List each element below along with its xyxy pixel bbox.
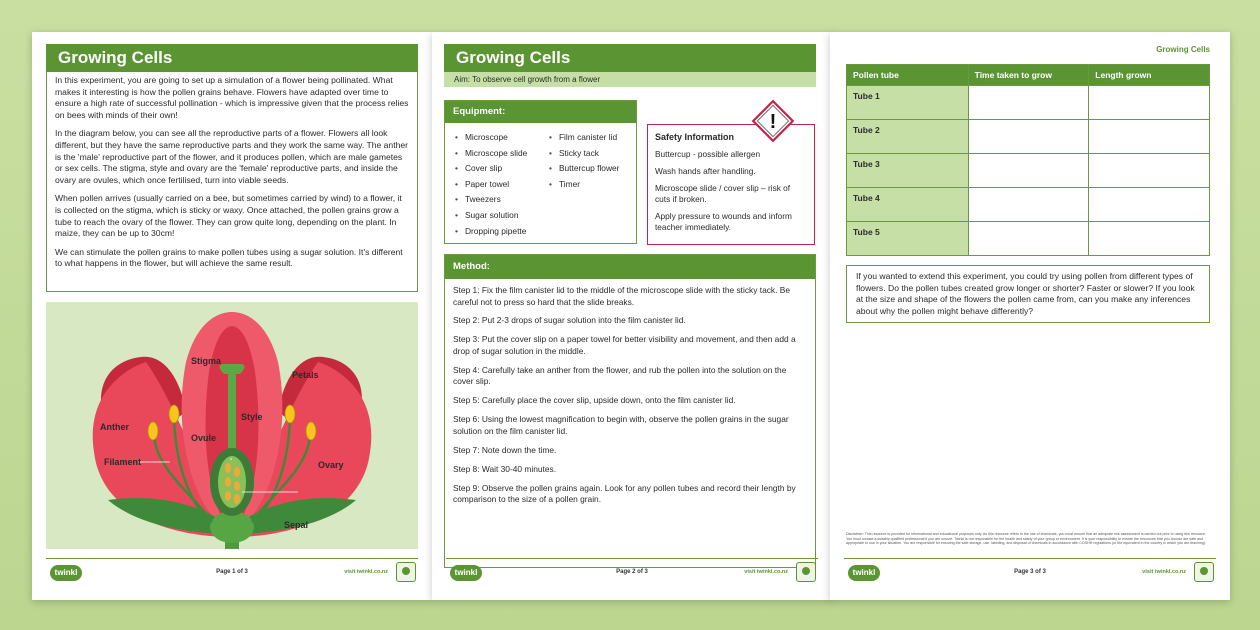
twinkl-logo: twinkl	[848, 565, 880, 581]
page-title: Growing Cells	[444, 44, 816, 72]
equipment-item: • Tweezers	[455, 192, 549, 208]
page-number: Page 1 of 3	[216, 569, 248, 575]
equipment-item: • Dropping pipette	[455, 224, 549, 240]
table-header: Pollen tube	[847, 65, 969, 86]
page-number: Page 2 of 3	[616, 569, 648, 575]
table-row	[847, 188, 1210, 222]
row-label: Tube 1	[847, 86, 969, 120]
time-cell[interactable]	[968, 188, 1089, 222]
row-label: Tube 3	[847, 154, 969, 188]
disclaimer-text: Disclaimer: This resource is provided for informational and educational purposes only. As this resource refers to the use of chemicals, you must ensure that an adequate risk assessment is carried out prior to using this resource. You must contact a suitably qualified professional if you are unsure. Twinkl is not responsible for the health and safety of your group or environment. It is your responsibility to ensure the resources that you choose are safe and appropriate to use in your situation. You are responsible for ensuring the safe storage, use, labelling, and disposal of chemicals in accordance with COSHH regulations (or the equivalent in the country in which you are teaching).	[846, 532, 1206, 546]
table-header: Length grown	[1089, 65, 1210, 86]
length-cell[interactable]	[1089, 188, 1210, 222]
time-cell[interactable]	[968, 222, 1089, 256]
table-row	[847, 222, 1210, 256]
visit-link[interactable]: visit twinkl.co.nz	[344, 569, 388, 575]
twinkl-logo: twinkl	[450, 565, 482, 581]
method-step: Step 4: Carefully take an anther from the flower, and rub the pollen into the solution on the cover slip.	[453, 364, 787, 387]
visit-link[interactable]: visit twinkl.co.nz	[744, 569, 788, 575]
method-step: Step 7: Note down the time.	[453, 444, 557, 455]
equipment-item: • Microscope slide	[455, 146, 549, 162]
method-step: Step 6: Using the lowest magnification to begin with, observe the pollen grains in the sugar solution on the film canister lid.	[453, 414, 789, 436]
label-petals: Petals	[292, 370, 319, 380]
twinkl-logo: twinkl	[50, 565, 82, 581]
extension-box: If you wanted to extend this experiment, you could try using pollen from different types of flowers. Do the pollen tubes created grow longer or shorter? Faster or slower? If you look at the size and shape of the flowers the pollen came from, can you make any inferences about why the pollen might behave differently?	[846, 265, 1210, 323]
method-step: Step 2: Put 2-3 drops of sugar solution into the film canister lid.	[453, 315, 686, 326]
intro-paragraph: We can stimulate the pollen grains to make pollen tubes using a sugar solution. It's different to what happens in the flower, but will achieve the same result.	[55, 246, 403, 269]
time-cell[interactable]	[968, 86, 1089, 120]
page-footer	[844, 558, 1216, 584]
intro-paragraph: In this experiment, you are going to set up a simulation of a flower being pollinated. What makes it interesting is how the pollen grains behave. Flowers have adapted over time to ensure a high rate of successful pollination - which is impressive given that the process relies on bees with minds of their own!	[55, 75, 409, 120]
label-ovary: Ovary	[318, 460, 344, 470]
method-step: Step 9: Observe the pollen grains again. Look for any pollen tubes and record their length by comparison to the size of a pollen grain.	[453, 482, 796, 505]
equipment-list-2	[549, 130, 619, 239]
length-cell[interactable]	[1089, 86, 1210, 120]
equipment-item: • Microscope	[455, 130, 549, 146]
safety-title: Safety Information	[655, 132, 735, 142]
equipment-list-1	[455, 130, 549, 239]
label-sepal: Sepal	[284, 520, 309, 530]
quality-badge-icon	[396, 562, 416, 582]
row-label: Tube 5	[847, 222, 969, 256]
worksheet-page-3	[830, 32, 1230, 600]
equipment-item: • Buttercup flower	[549, 161, 619, 177]
equipment-item: • Sugar solution	[455, 208, 549, 224]
equipment-item: • Cover slip	[455, 161, 549, 177]
equipment-box	[444, 100, 637, 244]
length-cell[interactable]	[1089, 154, 1210, 188]
method-step: Step 8: Wait 30-40 minutes.	[453, 463, 557, 474]
page-title: Growing Cells	[46, 44, 418, 72]
label-ovule: Ovule	[191, 433, 217, 443]
row-label: Tube 4	[847, 188, 969, 222]
method-step: Step 3: Put the cover slip on a paper towel for better visibility and movement, and then add a drop of sugar solution in the middle.	[453, 334, 796, 356]
svg-text:!: !	[769, 111, 777, 133]
method-heading: Method:	[445, 255, 815, 279]
label-anther: Anther	[100, 422, 129, 432]
label-filament: Filament	[104, 457, 142, 467]
quality-badge-icon	[796, 562, 816, 582]
label-stigma: Stigma	[191, 356, 222, 366]
corner-title: Growing Cells	[1156, 45, 1210, 54]
safety-item: Microscope slide / cover slip – risk of cuts if broken.	[655, 183, 791, 204]
time-cell[interactable]	[968, 154, 1089, 188]
row-label: Tube 2	[847, 120, 969, 154]
length-cell[interactable]	[1089, 120, 1210, 154]
page-footer	[46, 558, 418, 584]
label-style: Style	[241, 412, 263, 422]
method-step: Step 5: Carefully place the cover slip, upside down, onto the film canister lid.	[453, 395, 736, 406]
method-step: Step 1: Fix the film canister lid to the middle of the microscope slide with the sticky tack. Be careful not to press so hard that the slide breaks.	[453, 285, 791, 307]
table-header: Time taken to grow	[968, 65, 1089, 86]
equipment-heading: Equipment:	[445, 101, 636, 123]
aim-bar: Aim: To observe cell growth from a flower	[444, 72, 816, 87]
page-footer	[446, 558, 818, 584]
hazard-warning-icon	[750, 98, 796, 144]
equipment-item: • Film canister lid	[549, 130, 619, 146]
worksheet-page-2	[432, 32, 832, 600]
table-row	[847, 154, 1210, 188]
length-cell[interactable]	[1089, 222, 1210, 256]
time-cell[interactable]	[968, 120, 1089, 154]
equipment-item: • Timer	[549, 177, 619, 193]
visit-link[interactable]: visit twinkl.co.nz	[1142, 569, 1186, 575]
intro-paragraph: When pollen arrives (usually carried on a bee, but sometimes carried by wind) to a flower, it is collected on the stigma, which is sticky or waxy. Once attached, the pollen grains grow a tube to reach the ovary of the flower. They can grow quite long, depending on the plant. In maize, they can be up to 30cm!	[55, 193, 402, 239]
equipment-item: • Paper towel	[455, 177, 549, 193]
table-row	[847, 86, 1210, 120]
equipment-item: • Sticky tack	[549, 146, 619, 162]
pollen-results-table	[846, 64, 1210, 256]
flower-diagram	[46, 302, 418, 549]
safety-item: Buttercup - possible allergen	[655, 149, 761, 159]
page-number: Page 3 of 3	[1014, 569, 1046, 575]
intro-paragraph: In the diagram below, you can see all the reproductive parts of a flower. Flowers all look different, but they have the same reproductive parts and they work the same way. The anther is the 'male' reproductive part of the flower, and it produces pollen, which are male gametes or sex cells. The stigma, style and ovary are the 'female' reproductive parts, and inside the ovary are ovules, which once fertilised, turn into viable seeds.	[55, 128, 409, 185]
table-row	[847, 120, 1210, 154]
intro-text-box	[46, 72, 418, 292]
safety-item: Wash hands after handling.	[655, 166, 756, 176]
safety-item: Apply pressure to wounds and inform teacher immediately.	[655, 211, 792, 232]
flower-illustration	[46, 302, 418, 549]
quality-badge-icon	[1194, 562, 1214, 582]
method-box	[444, 254, 816, 568]
worksheet-page-1	[32, 32, 432, 600]
